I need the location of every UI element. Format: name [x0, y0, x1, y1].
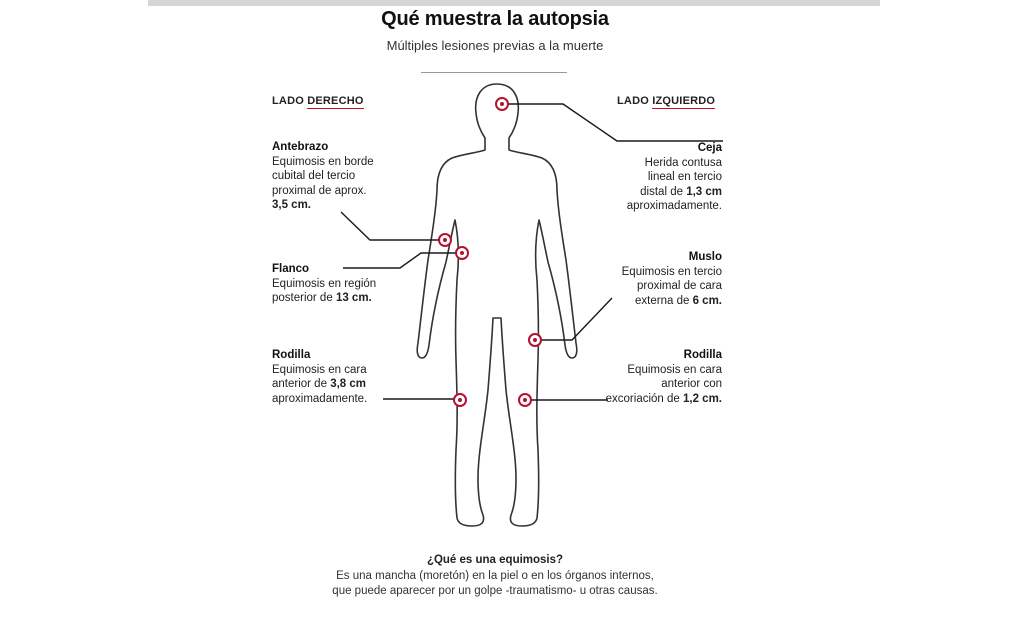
page-title: Qué muestra la autopsia [381, 8, 609, 30]
annotation-line: distal de [640, 185, 687, 198]
annotation-line: Equimosis en tercio [621, 265, 722, 278]
annotation-line: aproximadamente. [272, 392, 368, 405]
annotation-heading: Flanco [272, 263, 310, 275]
annotation-measure: 1,3 cm [686, 185, 722, 198]
annotation-rodilla-izquierda [606, 348, 722, 406]
annotation-heading: Rodilla [272, 349, 311, 361]
annotation-line: externa de [635, 294, 693, 307]
annotation-line: Equimosis en cara [272, 363, 367, 376]
annotation-line: Equimosis en región [272, 277, 377, 290]
annotation-line: proximal de aprox. [272, 184, 367, 197]
annotation-heading: Ceja [697, 142, 722, 154]
annotation-measure: 1,2 cm. [683, 392, 722, 405]
annotation-line: cubital del tercio [272, 170, 356, 182]
side-label-prefix: LADO [272, 95, 308, 107]
annotation-line: Herida contusa [644, 156, 722, 169]
marker-flanco [456, 247, 468, 259]
connector-ceja [502, 104, 723, 141]
marker-rodilla-izq [519, 394, 531, 406]
annotation-measure: 13 cm. [335, 292, 372, 304]
annotation-line: anterior con [661, 378, 722, 390]
side-label-highlight: IZQUIERDO [652, 95, 716, 107]
annotation-rodilla-derecha [272, 348, 367, 406]
footer-definition-line: Es una mancha (moretón) en la piel o en los órganos internos, [336, 570, 654, 582]
footer-definition-line: que puede aparecer por un golpe -traumatismo- u otras causas. [332, 585, 658, 597]
annotation-line: excoriación de [605, 392, 683, 405]
annotation-line: lineal en tercio [647, 171, 722, 183]
annotation-line: Equimosis en borde [272, 155, 374, 168]
side-label-prefix: LADO [617, 95, 653, 107]
annotation-antebrazo [272, 140, 374, 213]
marker-rodilla-der [454, 394, 466, 406]
annotation-measure: 6 cm. [692, 294, 722, 307]
annotation-ceja [627, 141, 722, 214]
annotation-line: anterior de [272, 378, 331, 390]
annotation-measure: 3,5 cm. [272, 199, 311, 211]
marker-antebrazo [439, 234, 451, 246]
annotation-line: Equimosis en cara [627, 363, 722, 376]
body-outline [417, 84, 577, 526]
annotation-heading: Rodilla [683, 349, 722, 361]
annotation-muslo [622, 250, 722, 308]
annotation-line: aproximadamente. [626, 200, 722, 212]
annotation-heading: Antebrazo [272, 141, 329, 153]
footer-question: ¿Qué es una equimosis? [426, 554, 564, 566]
annotation-line: posterior de [272, 292, 336, 304]
side-label-highlight: DERECHO [307, 95, 364, 107]
annotation-flanco [272, 262, 376, 306]
annotation-line: proximal de cara [636, 280, 722, 292]
page-subtitle: Múltiples lesiones previas a la muerte [386, 38, 604, 53]
marker-muslo [529, 334, 541, 346]
marker-ceja [496, 98, 508, 110]
connector-antebrazo [341, 212, 444, 240]
annotation-measure: 3,8 cm [330, 378, 366, 390]
annotation-heading: Muslo [688, 251, 722, 263]
